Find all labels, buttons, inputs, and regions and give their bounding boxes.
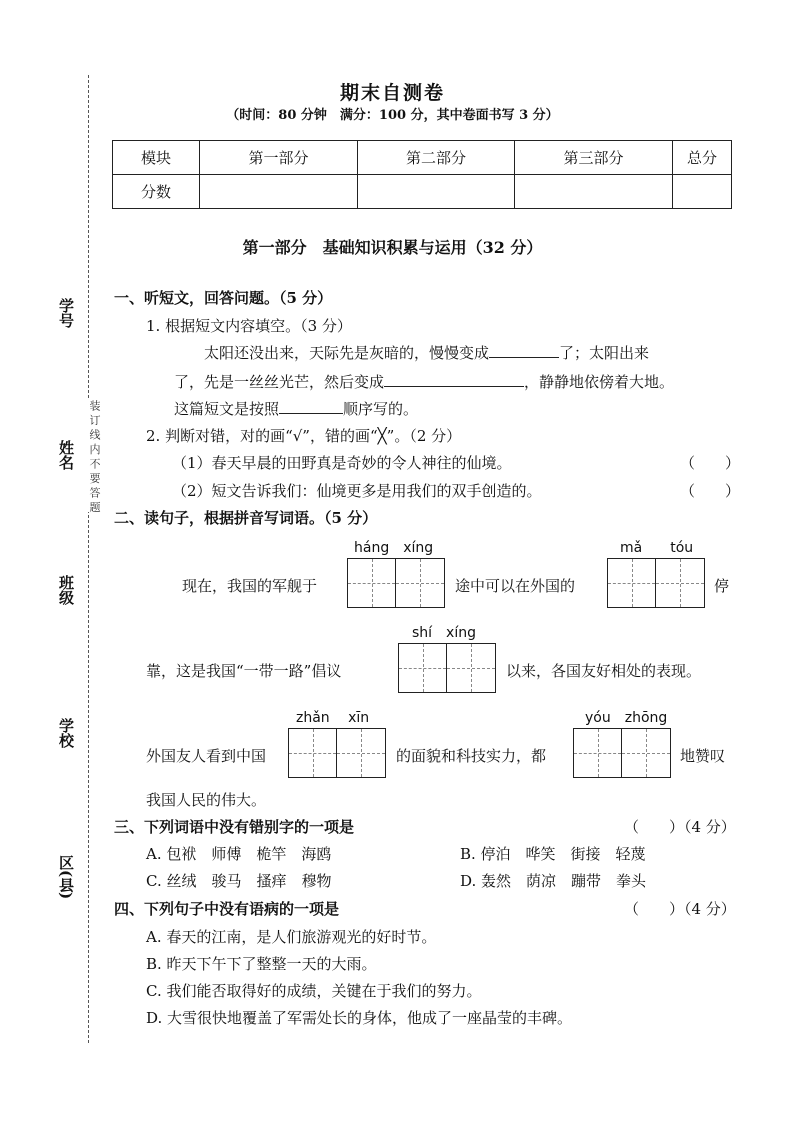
- text: ，静静地依傍着大地。: [524, 373, 675, 391]
- question-1-sub2: 2. 判断对错，对的画“√”，错的画“╳”。（2 分）: [146, 427, 462, 445]
- question-1-sub1: 1. 根据短文内容填空。（3 分）: [146, 317, 352, 335]
- option-a: A. 包袱 师傅 桅竿 海鸥: [146, 845, 332, 863]
- table-cell: 模块: [113, 141, 200, 175]
- table-cell: 第二部分: [358, 141, 515, 175]
- score-entry[interactable]: [673, 175, 732, 209]
- binding-instruction: 装 订 线 内 不 要 答 题: [88, 400, 101, 513]
- pinyin: yóu zhōng: [585, 710, 668, 726]
- sentence-text: 靠，这是我国“一带一路”倡议: [146, 662, 342, 680]
- sentence-text: 途中可以在外国的: [455, 577, 576, 595]
- question-4-title: 四、下列句子中没有语病的一项是: [114, 900, 340, 918]
- writing-grid[interactable]: [607, 558, 705, 608]
- table-row: [113, 141, 732, 175]
- page-title: 期末自测卷: [339, 82, 445, 104]
- answer-parens[interactable]: （ ）: [680, 482, 741, 500]
- fill-line-2: [174, 371, 674, 392]
- answer-blank[interactable]: [384, 372, 524, 387]
- text: 了，先是一丝丝光芒，然后变成: [174, 373, 385, 391]
- writing-grid[interactable]: [573, 728, 671, 778]
- judge-item-2: （2）短文告诉我们：仙境更多是用我们的双手创造的。: [172, 482, 542, 500]
- sentence-text: 地赞叹: [680, 747, 726, 765]
- question-2-title: 二、读句子，根据拼音写词语。（5 分）: [114, 509, 378, 527]
- pinyin: zhǎn xīn: [296, 710, 370, 726]
- score-entry[interactable]: [200, 175, 358, 209]
- question-3-title: 三、下列词语中没有错别字的一项是: [114, 818, 355, 836]
- table-cell: 总分: [673, 141, 732, 175]
- score-entry[interactable]: [515, 175, 673, 209]
- section-heading: 第一部分 基础知识积累与运用（32 分）: [242, 238, 543, 257]
- judge-item-1: （1）春天早晨的田野真是奇妙的令人神往的仙境。: [172, 454, 512, 472]
- sentence-text: 外国友人看到中国: [146, 747, 267, 765]
- page-subtitle: （时间：80 分钟 满分：100 分，其中卷面书写 3 分）: [226, 108, 559, 123]
- text: 太阳还没出来，天际先是灰暗的，慢慢变成: [204, 344, 490, 362]
- answer-parens[interactable]: （ ）（4 分）: [624, 818, 736, 836]
- table-cell: 分数: [113, 175, 200, 209]
- writing-grid[interactable]: [347, 558, 445, 608]
- sentence-text: 现在，我国的军舰于: [182, 577, 318, 595]
- side-label-name: 姓名: [57, 440, 75, 470]
- sentence-text: 停: [714, 577, 730, 595]
- score-table: [112, 140, 732, 209]
- text: 顺序写的。: [343, 400, 419, 418]
- table-row: [113, 175, 732, 209]
- sentence-text: 以来，各国友好相处的表现。: [506, 662, 702, 680]
- option-b: B. 昨天下午下了整整一天的大雨。: [146, 955, 377, 973]
- writing-grid[interactable]: [288, 728, 386, 778]
- answer-parens[interactable]: （ ）（4 分）: [624, 900, 736, 918]
- answer-blank[interactable]: [279, 399, 343, 414]
- option-c: C. 丝绒 骏马 搔痒 穆物: [146, 872, 332, 890]
- pinyin: háng xíng: [354, 540, 434, 556]
- question-1-title: 一、听短文，回答问题。（5 分）: [114, 289, 333, 307]
- text: 这篇短文是按照: [174, 400, 280, 418]
- option-c: C. 我们能否取得好的成绩，关键在于我们的努力。: [146, 982, 482, 1000]
- binding-line: [88, 75, 89, 1043]
- sentence-text: 我国人民的伟大。: [146, 791, 267, 809]
- pinyin: shí xíng: [412, 625, 476, 641]
- pinyin: mǎ tóu: [620, 540, 694, 556]
- option-a: A. 春天的江南，是人们旅游观光的好时节。: [146, 928, 437, 946]
- table-cell: 第三部分: [515, 141, 673, 175]
- option-b: B. 停泊 哗笑 街接 轻蔑: [460, 845, 646, 863]
- table-cell: 第一部分: [200, 141, 358, 175]
- text: 了；太阳出来: [559, 344, 650, 362]
- option-d: D. 轰然 荫凉 蹦带 拳头: [460, 872, 647, 890]
- writing-grid[interactable]: [398, 643, 496, 693]
- option-d: D. 大雪很快地覆盖了军需处长的身体，他成了一座晶莹的丰碑。: [146, 1009, 573, 1027]
- side-label-class: 班级: [57, 575, 75, 605]
- answer-blank[interactable]: [489, 343, 559, 358]
- side-label-district: 区(县): [57, 855, 75, 900]
- fill-line-1: [204, 342, 649, 363]
- side-label-student-id: 学号: [57, 298, 75, 328]
- score-entry[interactable]: [358, 175, 515, 209]
- fill-line-3: [174, 398, 418, 419]
- answer-parens[interactable]: （ ）: [680, 454, 741, 472]
- sentence-text: 的面貌和科技实力，都: [396, 747, 547, 765]
- side-label-school: 学校: [57, 718, 75, 748]
